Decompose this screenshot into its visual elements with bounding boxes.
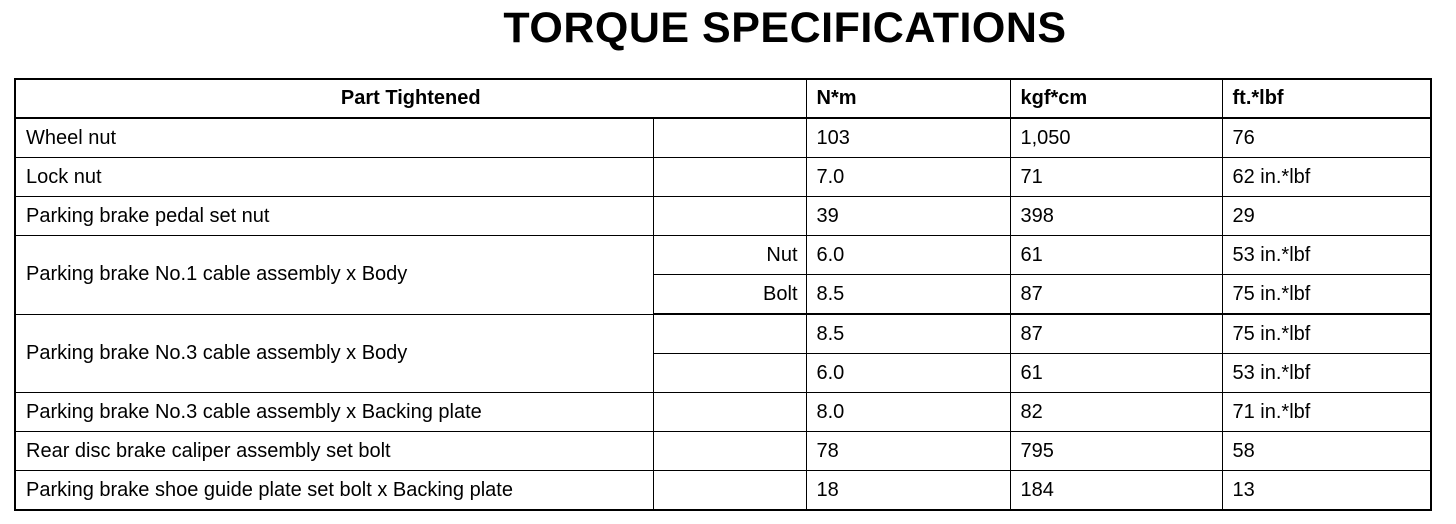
value-kgfcm: 1,050	[1010, 118, 1222, 158]
value-ftlbf: 62 in.*lbf	[1222, 158, 1431, 197]
value-ftlbf: 75 in.*lbf	[1222, 275, 1431, 315]
table-header-row	[15, 79, 1431, 118]
table-row	[15, 158, 1431, 197]
part-name: Parking brake No.3 cable assembly x Body	[15, 314, 653, 393]
part-sub	[653, 158, 806, 197]
table-row	[15, 471, 1431, 511]
header-ftlbf: ft.*lbf	[1222, 79, 1431, 118]
value-kgfcm: 61	[1010, 354, 1222, 393]
header-nm: N*m	[806, 79, 1010, 118]
value-nm: 39	[806, 197, 1010, 236]
value-kgfcm: 61	[1010, 236, 1222, 275]
value-nm: 78	[806, 432, 1010, 471]
value-nm: 103	[806, 118, 1010, 158]
value-ftlbf: 71 in.*lbf	[1222, 393, 1431, 432]
value-ftlbf: 53 in.*lbf	[1222, 236, 1431, 275]
value-kgfcm: 398	[1010, 197, 1222, 236]
part-name: Lock nut	[15, 158, 653, 197]
value-nm: 8.0	[806, 393, 1010, 432]
value-ftlbf: 29	[1222, 197, 1431, 236]
part-sub: Nut	[653, 236, 806, 275]
page-title: TORQUE SPECIFICATIONS	[503, 4, 1067, 52]
torque-spec-table	[14, 78, 1432, 511]
value-ftlbf: 75 in.*lbf	[1222, 314, 1431, 354]
value-kgfcm: 87	[1010, 314, 1222, 354]
table-row	[15, 118, 1431, 158]
part-sub	[653, 354, 806, 393]
part-sub	[653, 393, 806, 432]
table-row	[15, 393, 1431, 432]
part-name: Parking brake shoe guide plate set bolt x Backing plate	[15, 471, 653, 511]
part-name: Rear disc brake caliper assembly set bolt	[15, 432, 653, 471]
value-nm: 7.0	[806, 158, 1010, 197]
table-row	[15, 432, 1431, 471]
part-sub	[653, 118, 806, 158]
value-nm: 8.5	[806, 314, 1010, 354]
value-kgfcm: 82	[1010, 393, 1222, 432]
part-sub	[653, 314, 806, 354]
part-sub	[653, 197, 806, 236]
part-name: Parking brake No.3 cable assembly x Backing plate	[15, 393, 653, 432]
value-ftlbf: 13	[1222, 471, 1431, 511]
value-kgfcm: 71	[1010, 158, 1222, 197]
part-sub	[653, 432, 806, 471]
value-ftlbf: 58	[1222, 432, 1431, 471]
header-part-tightened: Part Tightened	[15, 79, 806, 118]
part-sub: Bolt	[653, 275, 806, 315]
value-kgfcm: 87	[1010, 275, 1222, 315]
part-sub	[653, 471, 806, 511]
value-kgfcm: 795	[1010, 432, 1222, 471]
part-name: Parking brake pedal set nut	[15, 197, 653, 236]
table-row	[15, 197, 1431, 236]
table-row	[15, 236, 1431, 275]
header-kgfcm: kgf*cm	[1010, 79, 1222, 118]
value-nm: 18	[806, 471, 1010, 511]
value-ftlbf: 53 in.*lbf	[1222, 354, 1431, 393]
part-name: Parking brake No.1 cable assembly x Body	[15, 236, 653, 315]
table-row	[15, 314, 1431, 354]
value-nm: 8.5	[806, 275, 1010, 315]
value-kgfcm: 184	[1010, 471, 1222, 511]
value-nm: 6.0	[806, 354, 1010, 393]
value-nm: 6.0	[806, 236, 1010, 275]
part-name: Wheel nut	[15, 118, 653, 158]
value-ftlbf: 76	[1222, 118, 1431, 158]
